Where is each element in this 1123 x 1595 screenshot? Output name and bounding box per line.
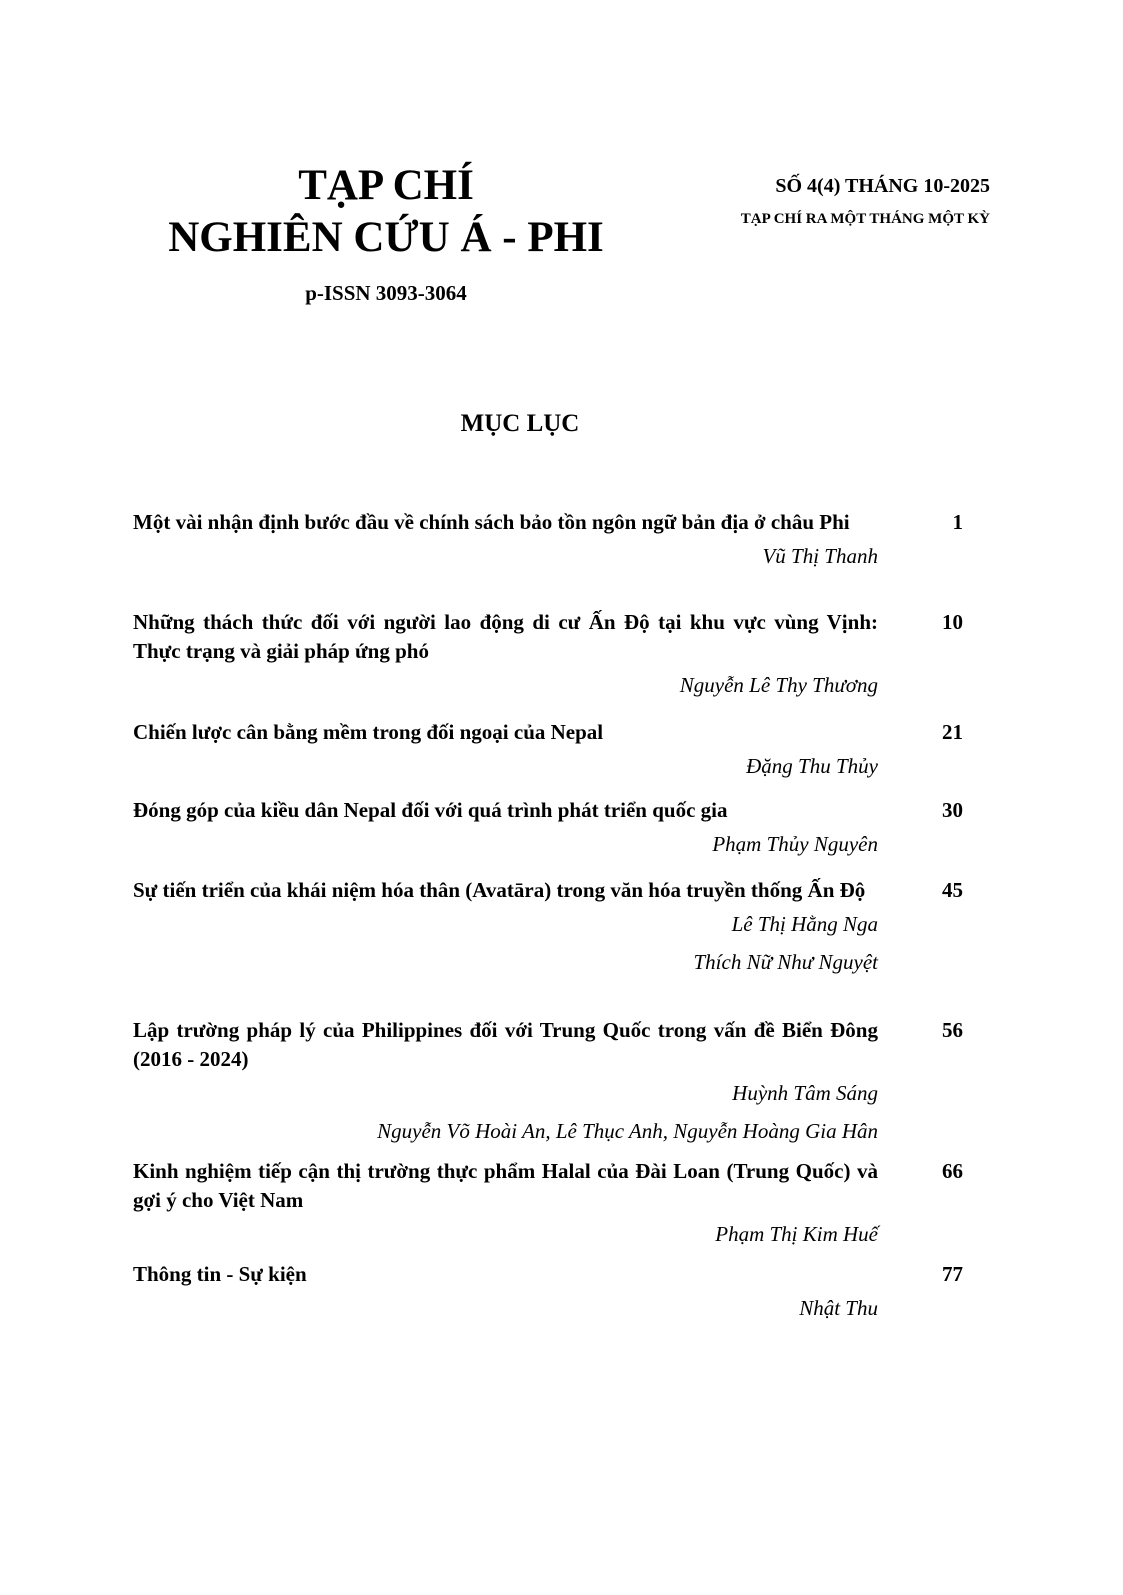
- article-title[interactable]: Sự tiến triển của khái niệm hóa thân (Avatāra) trong văn hóa truyền thống Ấn Độ: [133, 878, 866, 902]
- issn: p-ISSN 3093-3064: [305, 281, 467, 305]
- article-author: Phạm Thủy Nguyên: [712, 832, 878, 856]
- journal-title-line-1: TẠP CHÍ: [298, 162, 474, 209]
- toc-heading: MỤC LỤC: [460, 410, 580, 437]
- publication-frequency: TẠP CHÍ RA MỘT THÁNG MỘT KỲ: [740, 211, 990, 227]
- article-title[interactable]: Thông tin - Sự kiện: [133, 1262, 307, 1286]
- issue-number: SỐ 4(4) THÁNG 10-2025: [775, 175, 990, 197]
- toc-entry[interactable]: [133, 1260, 963, 1327]
- toc-entry[interactable]: [133, 1016, 963, 1150]
- toc-entry[interactable]: [133, 876, 963, 981]
- page-number: 21: [942, 720, 963, 744]
- journal-title: [136, 160, 636, 264]
- article-author: Đặng Thu Thủy: [746, 754, 878, 778]
- page-number: 66: [942, 1159, 963, 1183]
- article-title[interactable]: Chiến lược cân bằng mềm trong đối ngoại của Nepal: [133, 720, 604, 744]
- toc-entry[interactable]: [133, 608, 963, 704]
- article-author: Nguyễn Võ Hoài An, Lê Thục Anh, Nguyễn Hoàng Gia Hân: [377, 1119, 878, 1143]
- page-number: 1: [952, 510, 963, 534]
- page-number: 30: [942, 798, 963, 822]
- toc-entry[interactable]: [133, 796, 963, 863]
- toc-entry[interactable]: [133, 1157, 963, 1253]
- page-number: 77: [942, 1262, 963, 1286]
- toc-entry[interactable]: [133, 508, 963, 575]
- article-author: Nguyễn Lê Thy Thương: [679, 673, 878, 697]
- article-author: Vũ Thị Thanh: [762, 544, 878, 568]
- article-author: Huỳnh Tâm Sáng: [732, 1081, 878, 1105]
- journal-title-line-2: NGHIÊN CỨU Á - PHI: [168, 214, 604, 261]
- article-author: Nhật Thu: [799, 1296, 878, 1320]
- article-title[interactable]: Một vài nhận định bước đầu về chính sách bảo tồn ngôn ngữ bản địa ở châu Phi: [133, 510, 850, 534]
- article-author: Lê Thị Hằng Nga: [731, 912, 878, 936]
- article-title[interactable]: Đóng góp của kiều dân Nepal đối với quá trình phát triển quốc gia: [133, 798, 728, 822]
- issue-info: [690, 174, 990, 230]
- article-title[interactable]: Kinh nghiệm tiếp cận thị trường thực phẩm Halal của Đài Loan (Trung Quốc) và gợi ý cho Việt Nam: [133, 1159, 878, 1212]
- toc-entry[interactable]: [133, 718, 963, 785]
- article-title[interactable]: Những thách thức đối với người lao động di cư Ấn Độ tại khu vực vùng Vịnh: Thực trạng và giải pháp ứng phó: [133, 610, 878, 663]
- page-number: 56: [942, 1018, 963, 1042]
- article-author: Thích Nữ Như Nguyệt: [693, 950, 878, 974]
- page-number: 45: [942, 878, 963, 902]
- article-title[interactable]: Lập trường pháp lý của Philippines đối với Trung Quốc trong vấn đề Biển Đông (2016 - 2024): [133, 1018, 878, 1071]
- article-author: Phạm Thị Kim Huế: [715, 1222, 878, 1246]
- page-number: 10: [942, 610, 963, 634]
